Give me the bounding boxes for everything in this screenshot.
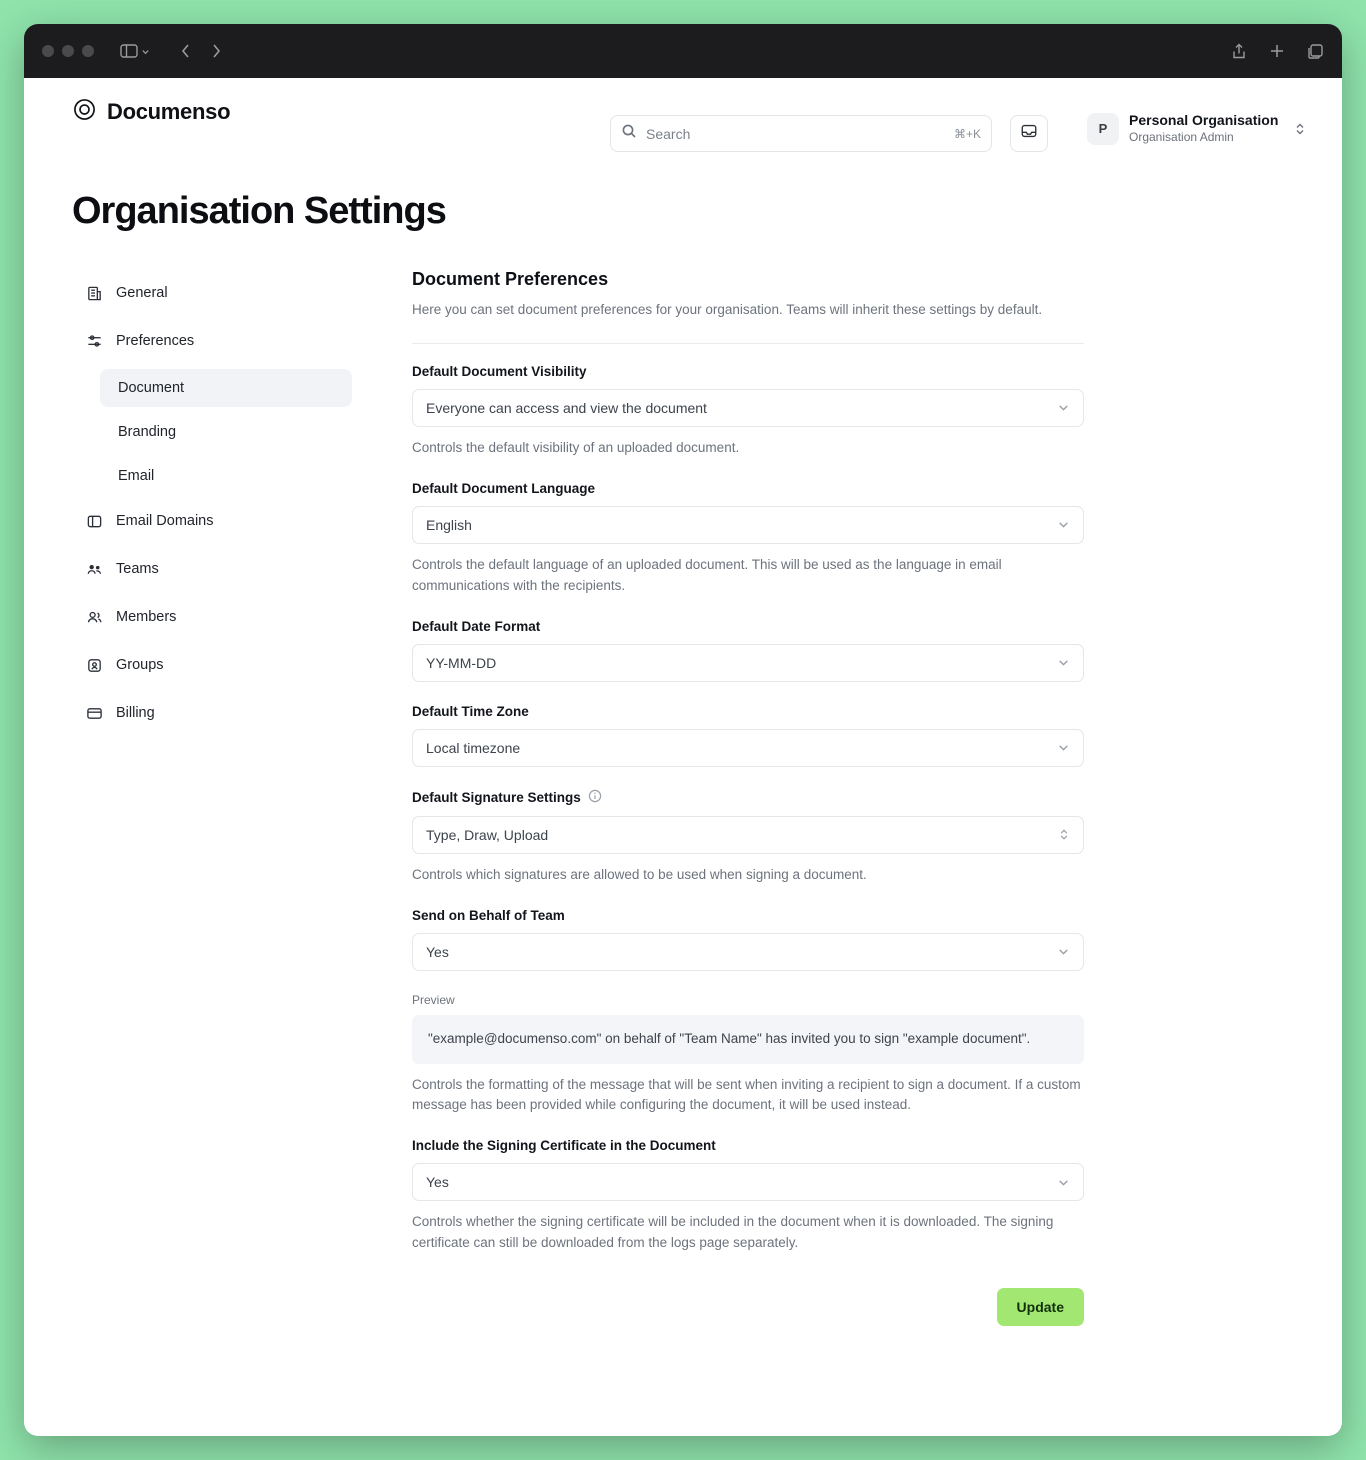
sidebar-subitem-email[interactable] [100,457,352,495]
building-icon [86,285,103,302]
maximize-window-button[interactable] [82,45,94,57]
field-include-signing-certificate [412,1138,1084,1254]
brand-logo[interactable] [72,97,230,127]
sidebar-item-teams[interactable] [72,549,372,589]
chevron-down-icon [1057,518,1070,531]
field-label: Default Date Format [412,618,541,634]
chrome-actions [1231,43,1324,60]
inbox-button[interactable] [1010,115,1048,152]
field-default-signature-settings [412,789,1084,886]
organisation-role: Organisation Admin [1129,129,1234,144]
browser-chrome [24,24,1342,78]
groups-icon [86,657,103,674]
card-icon [86,705,103,722]
organisation-name: Personal Organisation [1129,112,1279,128]
chevron-down-icon [1057,945,1070,958]
date-format-select-value: YY-MM-DD [426,654,497,671]
field-default-document-visibility [412,364,1084,459]
language-select[interactable] [412,506,1084,544]
field-send-on-behalf-of-team [412,908,1084,1117]
page-title: Organisation Settings [72,190,446,232]
chevron-down-icon[interactable] [141,47,150,56]
field-helper: Controls whether the signing certificate will be included in the document when it is downloaded. The signing certificate can still be downloaded from the logs page separately. [412,1214,1054,1251]
field-helper: Controls the default language of an uploaded document. This will be used as the language in email communications with the recipients. [412,556,1002,593]
sidebar-item-label: Billing [116,705,155,721]
field-label: Default Document Visibility [412,363,587,379]
forward-button[interactable] [210,43,222,59]
preview-label: Preview [412,992,455,1007]
field-label: Default Time Zone [412,703,529,719]
form-actions [412,1288,1084,1366]
sidebar-item-preferences[interactable] [72,321,372,361]
members-icon [86,609,103,626]
back-button[interactable] [180,43,192,59]
plus-icon[interactable] [1269,43,1285,59]
teams-icon [86,561,103,578]
date-format-select[interactable] [412,644,1084,682]
chevron-updown-icon[interactable] [1294,121,1306,137]
minimize-window-button[interactable] [62,45,74,57]
sidebar-icon [120,43,138,59]
sidebar-toggle-button[interactable] [120,43,150,59]
sidebar-item-label: Email Domains [116,513,214,529]
sidebar-item-label: Members [116,609,177,625]
field-label: Default Document Language [412,480,596,496]
info-icon[interactable] [588,789,602,806]
chevron-down-icon [1057,401,1070,414]
preview-text: "example@documenso.com" on behalf of "Team Name" has invited you to sign "example document". [412,1015,1084,1064]
signature-settings-select[interactable] [412,816,1084,854]
sidebar-subitem-document[interactable] [100,369,352,407]
document-preferences-panel [412,269,1084,1366]
settings-sidebar [72,269,372,1366]
field-helper: Controls which signatures are allowed to be used when signing a document. [412,866,867,882]
update-button[interactable]: Update [997,1288,1084,1326]
sliders-icon [86,333,103,350]
divider [412,343,1084,344]
field-default-time-zone [412,704,1084,767]
browser-window [24,24,1342,1436]
section-title: Document Preferences [412,269,609,289]
sidebar-item-label: Teams [116,561,159,577]
signature-settings-value: Type, Draw, Upload [426,826,549,843]
section-description: Here you can set document preferences for your organisation. Teams will inherit these settings by default. [412,302,1043,317]
sidebar-subitem-branding[interactable] [100,413,352,451]
sidebar-item-general[interactable] [72,273,372,313]
inbox-icon [1020,122,1038,145]
field-default-document-language [412,481,1084,597]
page-body [24,190,1342,1366]
field-label: Send on Behalf of Team [412,907,565,923]
brand-name: Documenso [107,99,231,124]
field-label: Include the Signing Certificate in the Document [412,1138,716,1154]
language-select-value: English [426,516,472,533]
sidebar-item-members[interactable] [72,597,372,637]
tabs-icon[interactable] [1307,43,1324,59]
field-helper: Controls the default visibility of an uploaded document. [412,439,740,455]
share-icon[interactable] [1231,43,1247,60]
field-helper: Controls the formatting of the message that will be sent when inviting a recipient to sign a document. If a custom message has been provided while configuring the document, it will be used instead. [412,1076,1081,1113]
time-zone-select-value: Local timezone [426,739,521,756]
search-icon [621,123,637,144]
chevron-down-icon [1057,656,1070,669]
navigation-arrows[interactable] [180,43,222,59]
documenso-logo-icon [72,97,97,127]
chevron-updown-icon [1058,827,1070,842]
window-controls[interactable] [42,45,94,57]
search-box[interactable] [610,115,992,152]
send-on-behalf-value: Yes [426,943,449,960]
time-zone-select[interactable] [412,729,1084,767]
mail-domain-icon [86,513,103,530]
field-label-text: Default Signature Settings [412,789,581,805]
field-default-date-format [412,619,1084,682]
sidebar-item-label: General [116,285,168,301]
send-on-behalf-select[interactable] [412,933,1084,971]
sidebar-item-label: Preferences [116,333,195,349]
sidebar-item-email-domains[interactable] [72,501,372,541]
chevron-down-icon [1057,1176,1070,1189]
sidebar-subitem-label: Branding [118,424,177,440]
chevron-down-icon [1057,741,1070,754]
search-shortcut-hint: ⌘+K [953,126,981,141]
sidebar-item-groups[interactable] [72,645,372,685]
organisation-switcher[interactable] [1087,112,1306,145]
sidebar-subitem-label: Document [118,380,185,396]
sidebar-item-label: Groups [116,657,164,673]
visibility-select-value: Everyone can access and view the document [426,399,707,416]
sidebar-subitem-label: Email [118,468,155,484]
field-label [412,789,1084,806]
sidebar-item-billing[interactable] [72,693,372,733]
avatar: P [1087,113,1119,145]
close-window-button[interactable] [42,45,54,57]
signing-certificate-value: Yes [426,1174,449,1191]
search-input[interactable] [646,126,945,142]
visibility-select[interactable] [412,389,1084,427]
signing-certificate-select[interactable] [412,1163,1084,1201]
